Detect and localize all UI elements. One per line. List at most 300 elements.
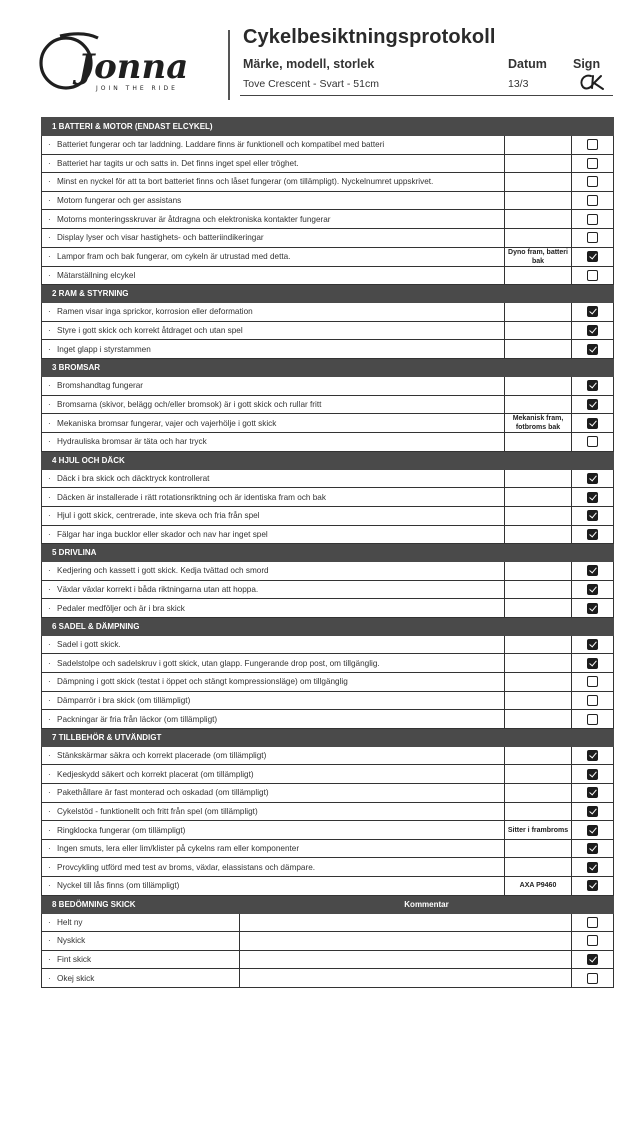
checklist-row <box>42 247 614 266</box>
bullet-icon: · <box>48 825 51 835</box>
item-note <box>505 635 572 654</box>
checkbox-empty-icon[interactable] <box>587 232 598 243</box>
checkbox-cell <box>572 746 614 765</box>
checklist-item <box>42 525 505 544</box>
checklist-item-text: Ringklocka fungerar (om tillämpligt) <box>57 825 186 835</box>
checkbox-cell <box>572 136 614 155</box>
comment-header: Kommentar <box>240 895 614 913</box>
checkbox-cell <box>572 784 614 803</box>
bullet-icon: · <box>48 806 51 816</box>
checklist-row <box>42 433 614 452</box>
rating-option <box>42 913 240 932</box>
checklist-row <box>42 691 614 710</box>
checklist-row <box>42 746 614 765</box>
section-header <box>42 544 614 562</box>
checklist-item <box>42 488 505 507</box>
checklist-item <box>42 395 505 414</box>
checklist-item-text: Däck i bra skick och däcktryck kontrollerat <box>57 474 210 484</box>
checkbox-empty-icon[interactable] <box>587 139 598 150</box>
bullet-icon: · <box>48 862 51 872</box>
checklist-item-text: Hydrauliska bromsar är täta och har tryck <box>57 437 207 447</box>
checkbox-cell <box>572 802 614 821</box>
bullet-icon: · <box>48 566 51 576</box>
section-title: 3 BROMSAR <box>42 358 614 376</box>
rating-option-text: Fint skick <box>57 955 92 965</box>
item-note <box>505 266 572 285</box>
item-note <box>505 469 572 488</box>
date-value: 13/3 <box>508 78 529 90</box>
checklist-item <box>42 635 505 654</box>
checklist-item-text: Mekaniska bromsar fungerar, vajer och vajerhölje i gott skick <box>57 418 277 428</box>
checklist-row <box>42 154 614 173</box>
checkbox-empty-icon[interactable] <box>587 158 598 169</box>
item-note <box>505 433 572 452</box>
section-header <box>42 118 614 136</box>
rating-row <box>42 969 614 988</box>
checkbox-empty-icon[interactable] <box>587 436 598 447</box>
checklist-item <box>42 247 505 266</box>
checklist-row <box>42 562 614 581</box>
checkbox-checked-icon[interactable] <box>587 603 598 614</box>
checkbox-checked-icon[interactable] <box>587 473 598 484</box>
checkbox-cell <box>572 525 614 544</box>
checkbox-cell <box>572 210 614 229</box>
checkbox-cell <box>572 173 614 192</box>
bullet-icon: · <box>48 529 51 539</box>
checklist-row <box>42 580 614 599</box>
checklist-item-text: Hjul i gott skick, centrerade, inte skeva och fria från spel <box>57 511 260 521</box>
item-note <box>505 802 572 821</box>
item-note <box>505 784 572 803</box>
checklist-item <box>42 599 505 618</box>
checkbox-cell <box>572 266 614 285</box>
checkbox-checked-icon[interactable] <box>587 325 598 336</box>
section-header <box>42 617 614 635</box>
checkbox-checked-icon[interactable] <box>587 418 598 429</box>
checklist-item-text: Dämparrör i bra skick (om tillämpligt) <box>57 695 191 705</box>
checkbox-cell <box>572 340 614 359</box>
item-note: Dyno fram, batteri bak <box>505 247 572 266</box>
checklist-row <box>42 228 614 247</box>
section-title: 2 RAM & STYRNING <box>42 285 614 303</box>
checklist-item <box>42 562 505 581</box>
checkbox-cell <box>572 414 614 433</box>
checklist-item-text: Inget glapp i styrstammen <box>57 344 151 354</box>
checklist-row <box>42 303 614 322</box>
checkbox-empty-icon[interactable] <box>587 695 598 706</box>
item-note <box>505 858 572 877</box>
checklist-row <box>42 340 614 359</box>
bullet-icon: · <box>48 714 51 724</box>
checkbox-checked-icon[interactable] <box>587 306 598 317</box>
checklist-row <box>42 414 614 433</box>
checklist-item <box>42 154 505 173</box>
date-label: Datum <box>508 57 547 71</box>
checklist-item <box>42 839 505 858</box>
checklist-item <box>42 136 505 155</box>
checklist-row <box>42 376 614 395</box>
checkbox-cell <box>572 691 614 710</box>
bullet-icon: · <box>48 344 51 354</box>
item-note <box>505 839 572 858</box>
checkbox-cell <box>572 913 614 932</box>
checkbox-cell <box>572 839 614 858</box>
checklist-item-text: Pedaler medföljer och är i bra skick <box>57 603 185 613</box>
checkbox-cell <box>572 932 614 951</box>
section-title: 8 BEDÖMNING SKICK <box>42 895 240 913</box>
checklist-item <box>42 506 505 525</box>
checklist-row <box>42 488 614 507</box>
bullet-icon: · <box>48 307 51 317</box>
checklist-row <box>42 858 614 877</box>
bullet-icon: · <box>48 844 51 854</box>
bullet-icon: · <box>48 437 51 447</box>
checklist-item <box>42 266 505 285</box>
rating-section-header <box>42 895 614 913</box>
bullet-icon: · <box>48 658 51 668</box>
item-note <box>505 321 572 340</box>
bullet-icon: · <box>48 677 51 687</box>
checklist-row <box>42 173 614 192</box>
checklist-row <box>42 506 614 525</box>
item-note <box>505 673 572 692</box>
bullet-icon: · <box>48 158 51 168</box>
checklist-row <box>42 654 614 673</box>
model-label: Märke, modell, storlek <box>243 57 375 71</box>
checkbox-checked-icon[interactable] <box>587 565 598 576</box>
bullet-icon: · <box>48 603 51 613</box>
checklist-item-text: Styre i gott skick och korrekt åtdraget och utan spel <box>57 326 243 336</box>
checkbox-checked-icon[interactable] <box>587 862 598 873</box>
header-divider <box>228 30 230 100</box>
item-note <box>505 303 572 322</box>
checklist-item <box>42 802 505 821</box>
checkbox-cell <box>572 562 614 581</box>
checkbox-cell <box>572 599 614 618</box>
rating-row <box>42 932 614 951</box>
checklist-item-text: Nyckel till lås finns (om tillämpligt) <box>57 881 180 891</box>
checkbox-empty-icon[interactable] <box>587 714 598 725</box>
checklist-item-text: Bromsarna (skivor, belägg och/eller bromsok) är i gott skick och rullar fritt <box>57 399 322 409</box>
checkbox-checked-icon[interactable] <box>587 584 598 595</box>
rating-comment[interactable] <box>240 950 572 969</box>
checklist-row <box>42 710 614 729</box>
checklist-item-text: Batteriet fungerar och tar laddning. Laddare finns är funktionell och kompatibel med batteri <box>57 140 385 150</box>
checklist-item-text: Display lyser och visar hastighets- och batteriindikeringar <box>57 233 264 243</box>
checklist-item-text: Fälgar har inga bucklor eller skador och nav har inget spel <box>57 529 268 539</box>
item-note: Mekanisk fram, fotbroms bak <box>505 414 572 433</box>
checklist-item-text: Stänkskärmar säkra och korrekt placerade (om tillämpligt) <box>57 751 267 761</box>
checkbox-cell <box>572 247 614 266</box>
checkbox-checked-icon[interactable] <box>587 639 598 650</box>
checkbox-checked-icon[interactable] <box>587 880 598 891</box>
checklist-row <box>42 321 614 340</box>
checkbox-cell <box>572 765 614 784</box>
checklist-row <box>42 210 614 229</box>
bullet-icon: · <box>48 788 51 798</box>
checklist-item-text: Mätarställning elcykel <box>57 270 136 280</box>
checklist-row <box>42 136 614 155</box>
checklist-item <box>42 469 505 488</box>
checklist-item <box>42 691 505 710</box>
checkbox-checked-icon[interactable] <box>587 806 598 817</box>
bullet-icon: · <box>48 917 51 927</box>
bullet-icon: · <box>48 955 51 965</box>
checkbox-checked-icon[interactable] <box>587 380 598 391</box>
bullet-icon: · <box>48 196 51 206</box>
checkbox-cell <box>572 303 614 322</box>
item-note <box>505 376 572 395</box>
checklist-item-text: Däcken är installerade i rätt rotationsriktning och är identiska fram och bak <box>57 492 326 502</box>
checkbox-empty-icon[interactable] <box>587 935 598 946</box>
rating-option <box>42 969 240 988</box>
bullet-icon: · <box>48 474 51 484</box>
bullet-icon: · <box>48 751 51 761</box>
checklist-row <box>42 839 614 858</box>
checkbox-cell <box>572 376 614 395</box>
checkbox-cell <box>572 710 614 729</box>
section-header <box>42 728 614 746</box>
checklist-row <box>42 191 614 210</box>
item-note <box>505 228 572 247</box>
checklist-row <box>42 395 614 414</box>
checkbox-empty-icon[interactable] <box>587 195 598 206</box>
checklist-row <box>42 784 614 803</box>
checklist-item <box>42 858 505 877</box>
checklist-item-text: Kedjeskydd säkert och korrekt placerat (om tillämpligt) <box>57 769 254 779</box>
checklist-item-text: Sadelstolpe och sadelskruv i gott skick, utan glapp. Fungerande drop post, om tillgänglig. <box>57 658 380 668</box>
checkbox-checked-icon[interactable] <box>587 399 598 410</box>
checklist-item <box>42 321 505 340</box>
checklist-row <box>42 635 614 654</box>
checklist-item <box>42 228 505 247</box>
item-note <box>505 710 572 729</box>
checkbox-checked-icon[interactable] <box>587 529 598 540</box>
bullet-icon: · <box>48 511 51 521</box>
checklist-item-text: Minst en nyckel för att ta bort batteriet finns och låset fungerar (om tillämpligt). Nyckelnumret uppskrivet. <box>57 177 434 187</box>
checklist-item-text: Cykelstöd - funktionellt och fritt från spel (om tillämpligt) <box>57 806 258 816</box>
checkbox-cell <box>572 654 614 673</box>
item-note <box>505 154 572 173</box>
checklist-item <box>42 784 505 803</box>
checkbox-checked-icon[interactable] <box>587 510 598 521</box>
item-note <box>505 691 572 710</box>
checklist-item <box>42 173 505 192</box>
checklist-item-text: Motorns monteringsskruvar är åtdragna och elektroniska kontakter fungerar <box>57 214 331 224</box>
checklist-item <box>42 414 505 433</box>
item-note <box>505 525 572 544</box>
checklist-item <box>42 340 505 359</box>
checklist-item <box>42 210 505 229</box>
checklist-item <box>42 303 505 322</box>
bullet-icon: · <box>48 214 51 224</box>
item-note <box>505 210 572 229</box>
checklist-item-text: Pakethållare är fast monterad och oskadad (om tillämpligt) <box>57 788 269 798</box>
checkbox-empty-icon[interactable] <box>587 176 598 187</box>
rating-option-text: Okej skick <box>57 973 95 983</box>
checklist-row <box>42 673 614 692</box>
inspection-table <box>41 117 614 988</box>
bullet-icon: · <box>48 640 51 650</box>
item-note <box>505 654 572 673</box>
checkbox-checked-icon[interactable] <box>587 344 598 355</box>
checklist-item <box>42 765 505 784</box>
checkbox-cell <box>572 395 614 414</box>
section-title: 5 DRIVLINA <box>42 544 614 562</box>
checkbox-checked-icon[interactable] <box>587 825 598 836</box>
item-note <box>505 765 572 784</box>
item-note <box>505 136 572 155</box>
bullet-icon: · <box>48 695 51 705</box>
bullet-icon: · <box>48 326 51 336</box>
checklist-item <box>42 654 505 673</box>
checkbox-cell <box>572 950 614 969</box>
checkbox-checked-icon[interactable] <box>587 769 598 780</box>
checkbox-checked-icon[interactable] <box>587 843 598 854</box>
logo-tagline: JOIN THE RIDE <box>96 85 178 92</box>
checkbox-cell <box>572 469 614 488</box>
bullet-icon: · <box>48 584 51 594</box>
checklist-item-text: Dämpning i gott skick (testat i öppet och stängt kompressionsläge) om tillgänglig <box>57 677 348 687</box>
checklist-item-text: Provcykling utförd med test av broms, växlar, elassistans och dämpare. <box>57 862 316 872</box>
checklist-item-text: Kedjering och kassett i gott skick. Kedja tvättad och smord <box>57 566 269 576</box>
rating-comment[interactable] <box>240 932 572 951</box>
bullet-icon: · <box>48 233 51 243</box>
checkbox-cell <box>572 488 614 507</box>
item-note <box>505 506 572 525</box>
checklist-item-text: Sadel i gott skick. <box>57 640 121 650</box>
checkbox-cell <box>572 858 614 877</box>
checkbox-empty-icon[interactable] <box>587 676 598 687</box>
section-title: 7 TILLBEHÖR & UTVÄNDIGT <box>42 728 614 746</box>
checklist-row <box>42 821 614 840</box>
item-note <box>505 340 572 359</box>
checklist-item-text: Ingen smuts, lera eller lim/klister på cykelns ram eller komponenter <box>57 844 300 854</box>
checkbox-empty-icon[interactable] <box>587 973 598 984</box>
checkbox-checked-icon[interactable] <box>587 492 598 503</box>
rating-option-text: Nyskick <box>57 936 86 946</box>
checklist-row <box>42 469 614 488</box>
logo-wordmark: Jonna <box>78 47 189 87</box>
checklist-item <box>42 710 505 729</box>
header-rule <box>240 95 613 96</box>
checkbox-checked-icon[interactable] <box>587 787 598 798</box>
checklist-item <box>42 376 505 395</box>
bullet-icon: · <box>48 381 51 391</box>
model-value: Tove Crescent - Svart - 51cm <box>243 78 379 90</box>
rating-option <box>42 932 240 951</box>
rating-row <box>42 950 614 969</box>
checklist-item-text: Lampor fram och bak fungerar, om cykeln är utrustad med detta. <box>57 252 291 262</box>
checkbox-empty-icon[interactable] <box>587 270 598 281</box>
checklist-item-text: Packningar är fria från läckor (om tillämpligt) <box>57 714 218 724</box>
bullet-icon: · <box>48 881 51 891</box>
checklist-item <box>42 191 505 210</box>
checkbox-cell <box>572 433 614 452</box>
document-title: Cykelbesiktningsprotokoll <box>243 26 496 48</box>
checkbox-cell <box>572 506 614 525</box>
checkbox-cell <box>572 877 614 896</box>
bullet-icon: · <box>48 769 51 779</box>
item-note <box>505 562 572 581</box>
bullet-icon: · <box>48 492 51 502</box>
item-note <box>505 191 572 210</box>
checkbox-cell <box>572 673 614 692</box>
checkbox-checked-icon[interactable] <box>587 658 598 669</box>
bullet-icon: · <box>48 973 51 983</box>
checkbox-checked-icon[interactable] <box>587 750 598 761</box>
checklist-item <box>42 433 505 452</box>
checklist-item <box>42 877 505 896</box>
checklist-row <box>42 802 614 821</box>
signature-mark <box>577 72 607 92</box>
checklist-item-text: Batteriet har tagits ur och satts in. Det finns inget spel eller tröghet. <box>57 158 299 168</box>
checklist-item-text: Växlar växlar korrekt i båda riktningarna utan att hoppa. <box>57 584 259 594</box>
checklist-item-text: Ramen visar inga sprickor, korrosion eller deformation <box>57 307 253 317</box>
item-note <box>505 599 572 618</box>
checkbox-cell <box>572 580 614 599</box>
rating-comment[interactable] <box>240 913 572 932</box>
checkbox-cell <box>572 821 614 840</box>
checklist-row <box>42 877 614 896</box>
checkbox-cell <box>572 154 614 173</box>
item-note: AXA P9460 <box>505 877 572 896</box>
bullet-icon: · <box>48 270 51 280</box>
section-title: 4 HJUL OCH DÄCK <box>42 451 614 469</box>
checkbox-cell <box>572 635 614 654</box>
checklist-row <box>42 266 614 285</box>
bullet-icon: · <box>48 936 51 946</box>
checkbox-cell <box>572 228 614 247</box>
checklist-item <box>42 673 505 692</box>
checklist-item-text: Motorn fungerar och ger assistans <box>57 196 182 206</box>
item-note <box>505 395 572 414</box>
checkbox-checked-icon[interactable] <box>587 954 598 965</box>
checkbox-cell <box>572 321 614 340</box>
checkbox-empty-icon[interactable] <box>587 214 598 225</box>
checklist-row <box>42 525 614 544</box>
checklist-item <box>42 580 505 599</box>
item-note <box>505 746 572 765</box>
jonna-logo <box>38 30 210 100</box>
bullet-icon: · <box>48 177 51 187</box>
checklist-item-text: Bromshandtag fungerar <box>57 381 144 391</box>
item-note <box>505 488 572 507</box>
section-header <box>42 358 614 376</box>
rating-comment[interactable] <box>240 969 572 988</box>
section-title: 6 SADEL & DÄMPNING <box>42 617 614 635</box>
checkbox-checked-icon[interactable] <box>587 251 598 262</box>
checkbox-cell <box>572 191 614 210</box>
rating-option <box>42 950 240 969</box>
rating-option-text: Helt ny <box>57 917 83 927</box>
bullet-icon: · <box>48 399 51 409</box>
section-title: 1 BATTERI & MOTOR (ENDAST ELCYKEL) <box>42 118 614 136</box>
checkbox-empty-icon[interactable] <box>587 917 598 928</box>
rating-row <box>42 913 614 932</box>
bullet-icon: · <box>48 252 51 262</box>
checklist-item <box>42 821 505 840</box>
sign-label: Sign <box>573 57 601 71</box>
item-note <box>505 580 572 599</box>
checklist-row <box>42 765 614 784</box>
checklist-item <box>42 746 505 765</box>
section-header <box>42 285 614 303</box>
checklist-row <box>42 599 614 618</box>
bullet-icon: · <box>48 418 51 428</box>
item-note: Sitter i frambroms <box>505 821 572 840</box>
item-note <box>505 173 572 192</box>
